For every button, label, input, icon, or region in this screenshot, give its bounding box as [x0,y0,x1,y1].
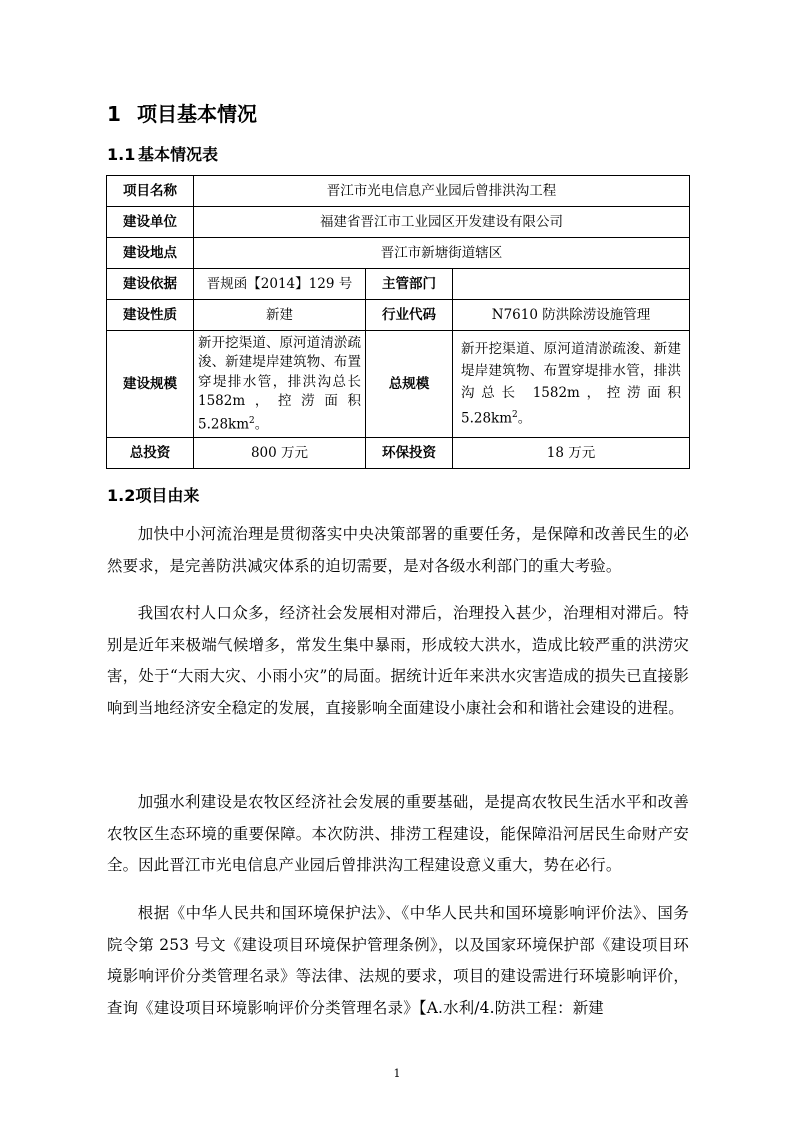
industry-label: 行业代码 [366,300,453,331]
section-number: 1 [107,102,121,126]
investment-label: 总投资 [107,438,194,469]
location-value: 晋江市新塘街道辖区 [194,238,690,269]
paragraph: 我国农村人口众多，经济社会发展相对滞后，治理投入甚少，治理相对滞后。特别是近年来极端气候增多，常发生集中暴雨，形成较大洪水，造成比较严重的洪涝灾害，处于“大雨大灾、小雨小灾”的局面。据统计近年来洪水灾害造成的损失已直接影响到当地经济安全稳定的发展，直接影响全面建设小康社会和和谐社会建设的进程。 [107,604,689,717]
section-heading-1 [107,98,257,127]
table-row [107,269,690,300]
env-investment-label: 环保投资 [366,438,453,469]
paragraph: 根据《中华人民共和国环境保护法》、《中华人民共和国环境影响评价法》、国务院令第 253 号文《建设项目环境保护管理条例》，以及国家环境保护部《建设项目环境影响评价分类管理名录》等法律、法规的要求，项目的建设需进行环境影响评价，查询《建设项目环境影响评价分类管理名录》【A.水利/4.防洪工程：新建 [107,904,689,1017]
total-scale-end: 。 [517,410,532,427]
subsection-number: 1.1 [107,145,136,164]
page-number: 1 [393,1067,401,1080]
nature-label: 建设性质 [107,300,194,331]
table-row [107,238,690,269]
basic-info-table [106,175,690,469]
authority-label: 主管部门 [366,269,453,300]
nature-value: 新建 [194,300,366,331]
builder-label: 建设单位 [107,207,194,238]
env-investment-value: 18 万元 [453,438,690,469]
total-scale-value [453,331,690,438]
subsection-heading-table [107,142,218,165]
table-row [107,300,690,331]
paragraph: 加强水利建设是农牧区经济社会发展的重要基础，是提高农牧民生活水平和改善农牧区生态环境的重要保障。本次防洪、排涝工程建设，能保障沿河居民生命财产安全。因此晋江市光电信息产业园后曾排洪沟工程建设意义重大，势在必行。 [107,793,689,875]
industry-value: N7610 防洪除涝设施管理 [453,300,690,331]
table-row [107,176,690,207]
subsection-title: 项目由来 [135,486,200,505]
total-scale-label: 总规模 [366,331,453,438]
scale-label: 建设规模 [107,331,194,438]
table-row [107,331,690,438]
project-name-label: 项目名称 [107,176,194,207]
subsection-number: 1.2 [107,486,136,505]
project-name-value: 晋江市光电信息产业园后曾排洪沟工程 [194,176,690,207]
subsection-title: 基本情况表 [138,145,219,164]
authority-value [453,269,690,300]
scale-superscript: 2 [249,415,255,426]
scale-end: 。 [254,416,269,432]
basis-value: 晋规函【2014】129 号 [194,269,366,300]
section-title: 项目基本情况 [137,102,257,126]
scale-text: 新开挖渠道、原河道清淤疏浚、新建堤岸建筑物、布置穿堤排水管，排洪沟总长 1582m，控涝面积 5.28km [198,334,361,432]
subsection-heading-origin [107,483,199,506]
table-row [107,438,690,469]
scale-value [194,331,366,438]
table-row [107,207,690,238]
paragraph: 加快中小河流治理是贯彻落实中央决策部署的重要任务，是保障和改善民生的必然要求，是完善防洪减灾体系的迫切需要，是对各级水利部门的重大考验。 [107,525,689,575]
builder-value: 福建省晋江市工业园区开发建设有限公司 [194,207,690,238]
total-scale-text: 新开挖渠道、原河道清淤疏浚、新建堤岸建筑物、布置穿堤排水管，排洪沟总长 1582m，控涝面积 5.28km [461,341,681,427]
location-label: 建设地点 [107,238,194,269]
basis-label: 建设依据 [107,269,194,300]
total-scale-superscript: 2 [512,410,518,421]
investment-value: 800 万元 [194,438,366,469]
